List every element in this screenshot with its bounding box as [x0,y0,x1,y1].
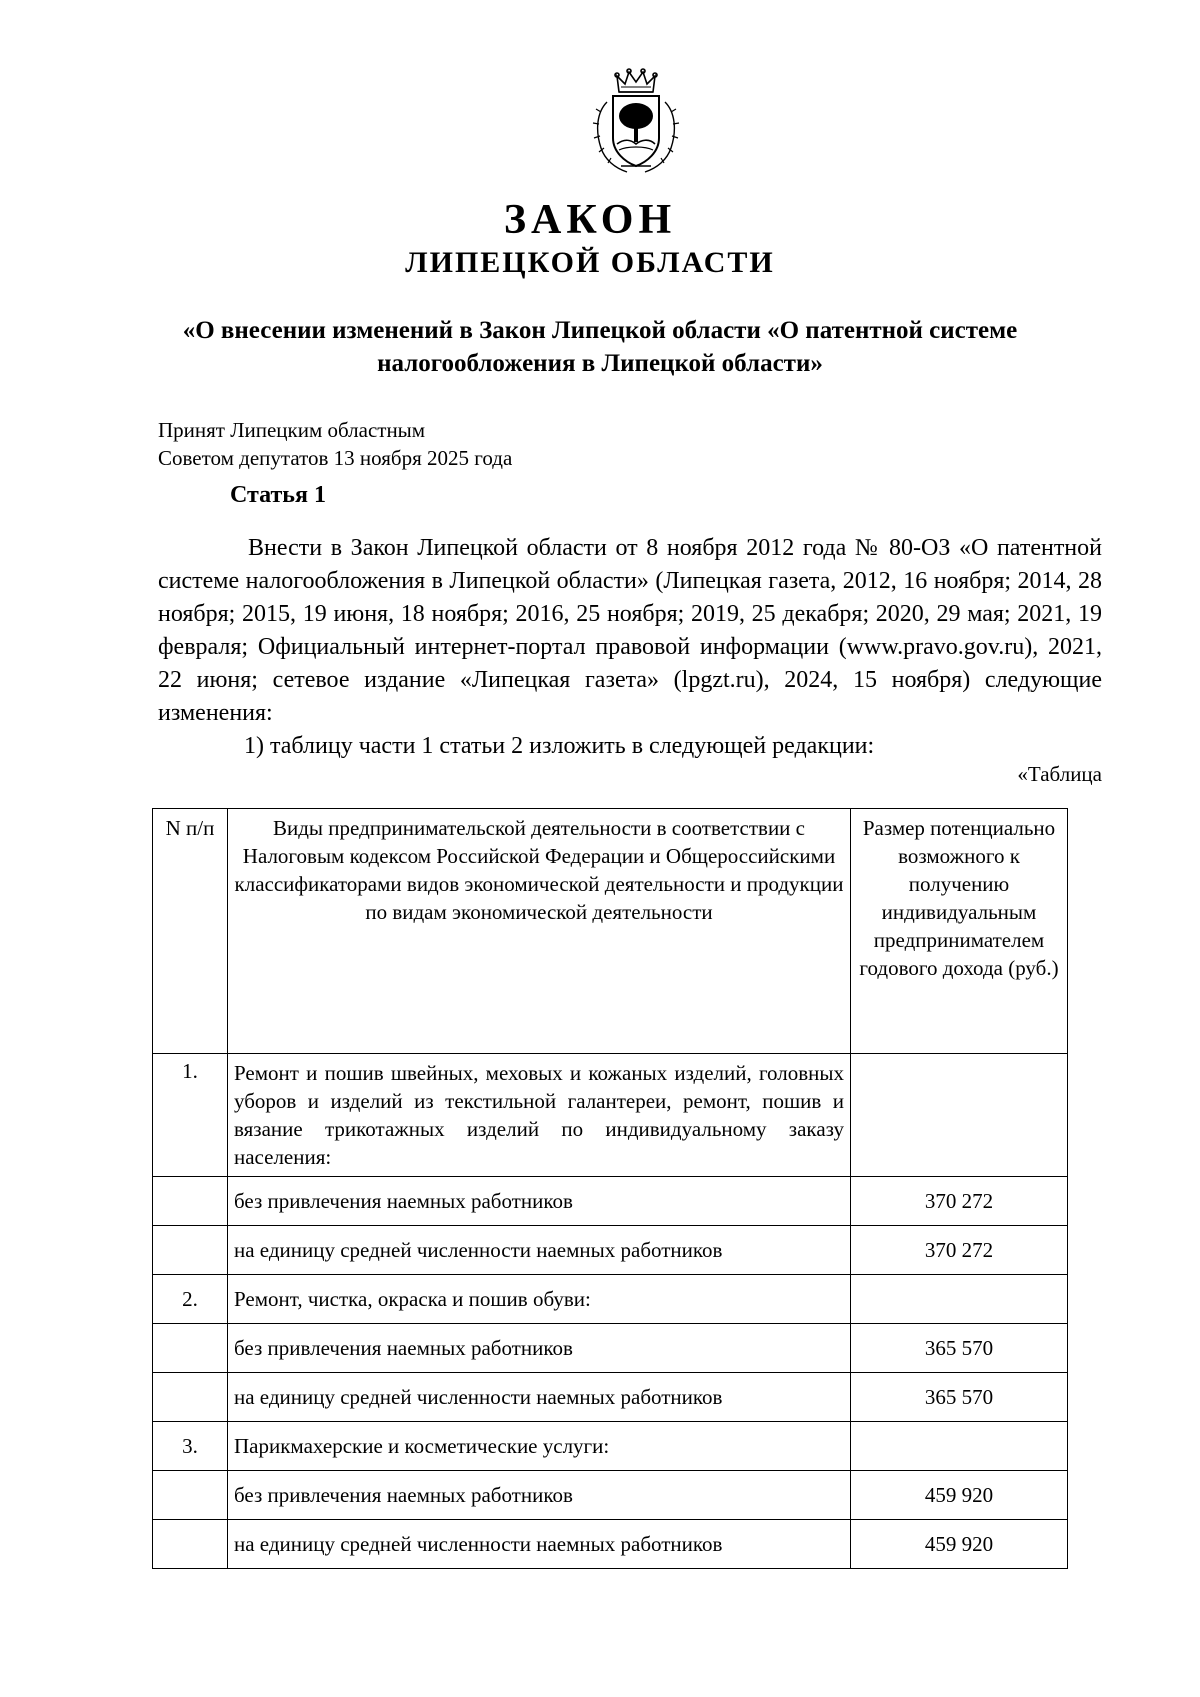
row-num [153,1177,228,1226]
row-num: 1. [153,1054,228,1177]
adoption-info [158,416,512,472]
table-row [153,1226,1068,1275]
row-activity: без привлечения наемных работников [228,1324,851,1373]
row-activity: Ремонт и пошив швейных, меховых и кожаных изделий, головных уборов и изделий из текстильной галантереи, ремонт, пошив и вязание трикотажных изделий по индивидуальному заказу населения: [228,1054,851,1177]
article-item-1: 1) таблицу части 1 статьи 2 изложить в следующей редакции: [244,733,875,759]
table-row [153,1054,1068,1177]
row-amount [851,1422,1068,1471]
table-row [153,1275,1068,1324]
row-num [153,1226,228,1275]
row-num: 3. [153,1422,228,1471]
article-body [158,532,1102,763]
row-num: 2. [153,1275,228,1324]
coat-of-arms-emblem [591,68,681,176]
row-num [153,1324,228,1373]
row-activity: на единицу средней численности наемных работников [228,1373,851,1422]
table-row [153,1324,1068,1373]
header-amount: Размер потенциально возможного к получению индивидуальным предпринимателем годового дохода (руб.) [851,809,1068,1054]
table-row [153,1471,1068,1520]
row-amount: 365 570 [851,1324,1068,1373]
row-activity: Парикмахерские и косметические услуги: [228,1422,851,1471]
table-caption: «Таблица [1017,762,1102,786]
table-row [153,1422,1068,1471]
row-amount [851,1054,1068,1177]
income-table [152,808,1068,1569]
row-amount: 459 920 [851,1471,1068,1520]
header-num: N п/п [153,809,228,1054]
table-row [153,1373,1068,1422]
document-title: ЗАКОН [503,197,677,243]
adoption-line-2: Советом депутатов 13 ноября 2025 года [158,446,513,470]
row-activity: без привлечения наемных работников [228,1177,851,1226]
article-intro: Внести в Закон Липецкой области от 8 ноября 2012 года № 80-ОЗ «О патентной системе налогообложения в Липецкой области» (Липецкая газета, 2012, 16 ноября; 2014, 28 ноября; 2015, 19 июня, 18 ноября; 2016, 25 ноября; 2019, 25 декабря; 2020, 29 мая; 2021, 19 февраля; Официальный интернет-портал правовой информации (www.pravo.gov.ru), 2021, 22 июня; сетевое издание «Липецкая газета» (lpgzt.ru), 2024, 15 ноября) следующие изменения: [158,535,1102,726]
row-amount: 365 570 [851,1373,1068,1422]
row-amount: 459 920 [851,1520,1068,1569]
document-subtitle: «О внесении изменений в Закон Липецкой области «О патентной системе налогообложения в Липецкой области» [182,317,1018,377]
table-header-row [153,809,1068,1054]
row-amount [851,1275,1068,1324]
row-num [153,1471,228,1520]
document-region: ЛИПЕЦКОЙ ОБЛАСТИ [405,246,775,279]
article-heading: Статья 1 [230,482,326,508]
table-row [153,1177,1068,1226]
table-row [153,1520,1068,1569]
row-num [153,1520,228,1569]
row-num [153,1373,228,1422]
row-activity: на единицу средней численности наемных работников [228,1520,851,1569]
row-activity: Ремонт, чистка, окраска и пошив обуви: [228,1275,851,1324]
row-activity: без привлечения наемных работников [228,1471,851,1520]
row-amount: 370 272 [851,1226,1068,1275]
row-activity: на единицу средней численности наемных работников [228,1226,851,1275]
adoption-line-1: Принят Липецким областным [158,418,426,442]
header-activity: Виды предпринимательской деятельности в соответствии с Налоговым кодексом Российской Федерации и Общероссийскими классификаторами видов экономической деятельности и продукции по видам экономической деятельности [228,809,851,1054]
row-amount: 370 272 [851,1177,1068,1226]
